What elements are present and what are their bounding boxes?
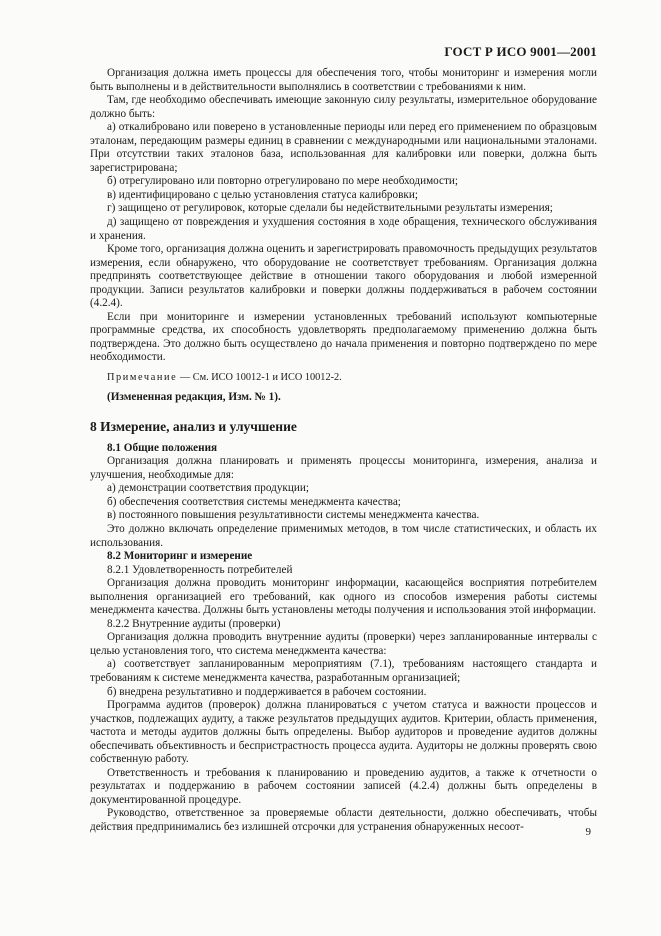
clause-title: 8.2.1 Удовлетворенность потребителей	[107, 563, 293, 576]
paragraph: Ответственность и требования к планированию и проведению аудитов, а также к отчетности о результатах и поддержанию в рабочем состоянии записей (4.2.4) должны быть определены в документированной процедуре.	[90, 766, 597, 806]
page-number: 9	[585, 826, 591, 838]
list-item: б) отрегулировано или повторно отрегулировано по мере необходимости;	[107, 175, 458, 188]
paragraph: Руководство, ответственное за проверяемые области деятельности, должно обеспечивать, чтобы действия предпринимались без излишней отсрочки для устранения обнаруженных несоот-	[90, 807, 597, 833]
paragraph: Организация должна иметь процессы для обеспечения того, чтобы мониторинг и измерения могли быть выполнены и в действительности выполнялись в соответствии с требованиями к ним.	[90, 67, 597, 93]
page-content	[90, 67, 597, 835]
note-text: — См. ИСО 10012-1 и ИСО 10012-2.	[177, 372, 342, 384]
subsection-heading: 8.1 Общие положения	[107, 441, 218, 454]
list-item: б) внедрена результативно и поддерживается в рабочем состоянии.	[107, 685, 427, 698]
note-label: Примечание	[107, 372, 178, 384]
list-item: д) защищено от повреждения и ухудшения состояния в ходе обращения, технического обслуживания и хранения.	[90, 216, 597, 242]
list-item: а) демонстрации соответствия продукции;	[107, 482, 309, 495]
paragraph: Если при мониторинге и измерении установленных требований используют компьютерные программные средства, их способность удовлетворять предполагаемому применению должна быть подтверждена. Это должно быть осуществлено до начала применения и повторно подтверждено по мере необходимости.	[90, 310, 597, 364]
paragraph: Организация должна планировать и применять процессы мониторинга, измерения, анализа и улучшения, необходимые для:	[90, 455, 597, 481]
paragraph: Там, где необходимо обеспечивать имеющие законную силу результаты, измерительное оборудование должно быть:	[90, 94, 597, 120]
paragraph: Это должно включать определение применимых методов, в том числе статистических, и область их использования.	[90, 522, 597, 549]
section-heading: 8 Измерение, анализ и улучшение	[90, 419, 297, 435]
list-item: б) обеспечения соответствия системы менеджмента качества;	[107, 495, 401, 508]
paragraph: Программа аудитов (проверок) должна планироваться с учетом статуса и важности процессов и участков, подлежащих аудиту, а также результатов предыдущих аудитов. Критерии, область применения, частота и методы аудитов должны быть определены. Выбор аудиторов и проведение аудитов должны обеспечивать объективность и беспристрастность процесса аудита. Аудиторы не должны проверять свою собственную работу.	[90, 699, 597, 766]
paragraph: Организация должна проводить мониторинг информации, касающейся восприятия потребителем выполнения организацией его требований, как одного из способов измерения работы системы менеджмента качества. Должны быть установлены методы получения и использования этой информации.	[90, 577, 597, 617]
list-item: в) постоянного повышения результативности системы менеджмента качества.	[107, 509, 480, 522]
subsection-heading: 8.2 Мониторинг и измерение	[107, 550, 253, 563]
list-item: г) защищено от регулировок, которые сделали бы недействительными результаты измерения;	[107, 202, 553, 215]
paragraph: Кроме того, организация должна оценить и зарегистрировать правомочность предыдущих результатов измерения, если обнаружено, что оборудование не соответствует требованиям. Организация должна предпринять соответствующее действие в отношении такого оборудования и любой измеренной продукции. Записи результатов калибровки и поверки должны поддерживаться в рабочем состоянии (4.2.4).	[90, 243, 597, 310]
amendment-note: (Измененная редакция, Изм. № 1).	[107, 390, 281, 403]
standard-header: ГОСТ Р ИСО 9001—2001	[444, 44, 597, 59]
clause-title: 8.2.2 Внутренние аудиты (проверки)	[107, 617, 281, 630]
list-item: в) идентифицировано с целью установления статуса калибровки;	[107, 188, 418, 201]
paragraph: Организация должна проводить внутренние аудиты (проверки) через запланированные интервалы с целью установления того, что система менеджмента качества:	[90, 631, 597, 657]
note	[90, 371, 597, 385]
list-item: а) соответствует запланированным мероприятиям (7.1), требованиям настоящего стандарта и требованиям к системе менеджмента качества, разработанным организацией;	[90, 658, 597, 684]
list-item: а) откалибровано или поверено в установленные периоды или перед его применением по образцовым эталонам, передающим размеры единиц в сравнении с международными или национальными эталонами. При отсутствии таких эталонов база, использованная для калибровки или поверки, должна быть зарегистрирована;	[90, 121, 597, 174]
